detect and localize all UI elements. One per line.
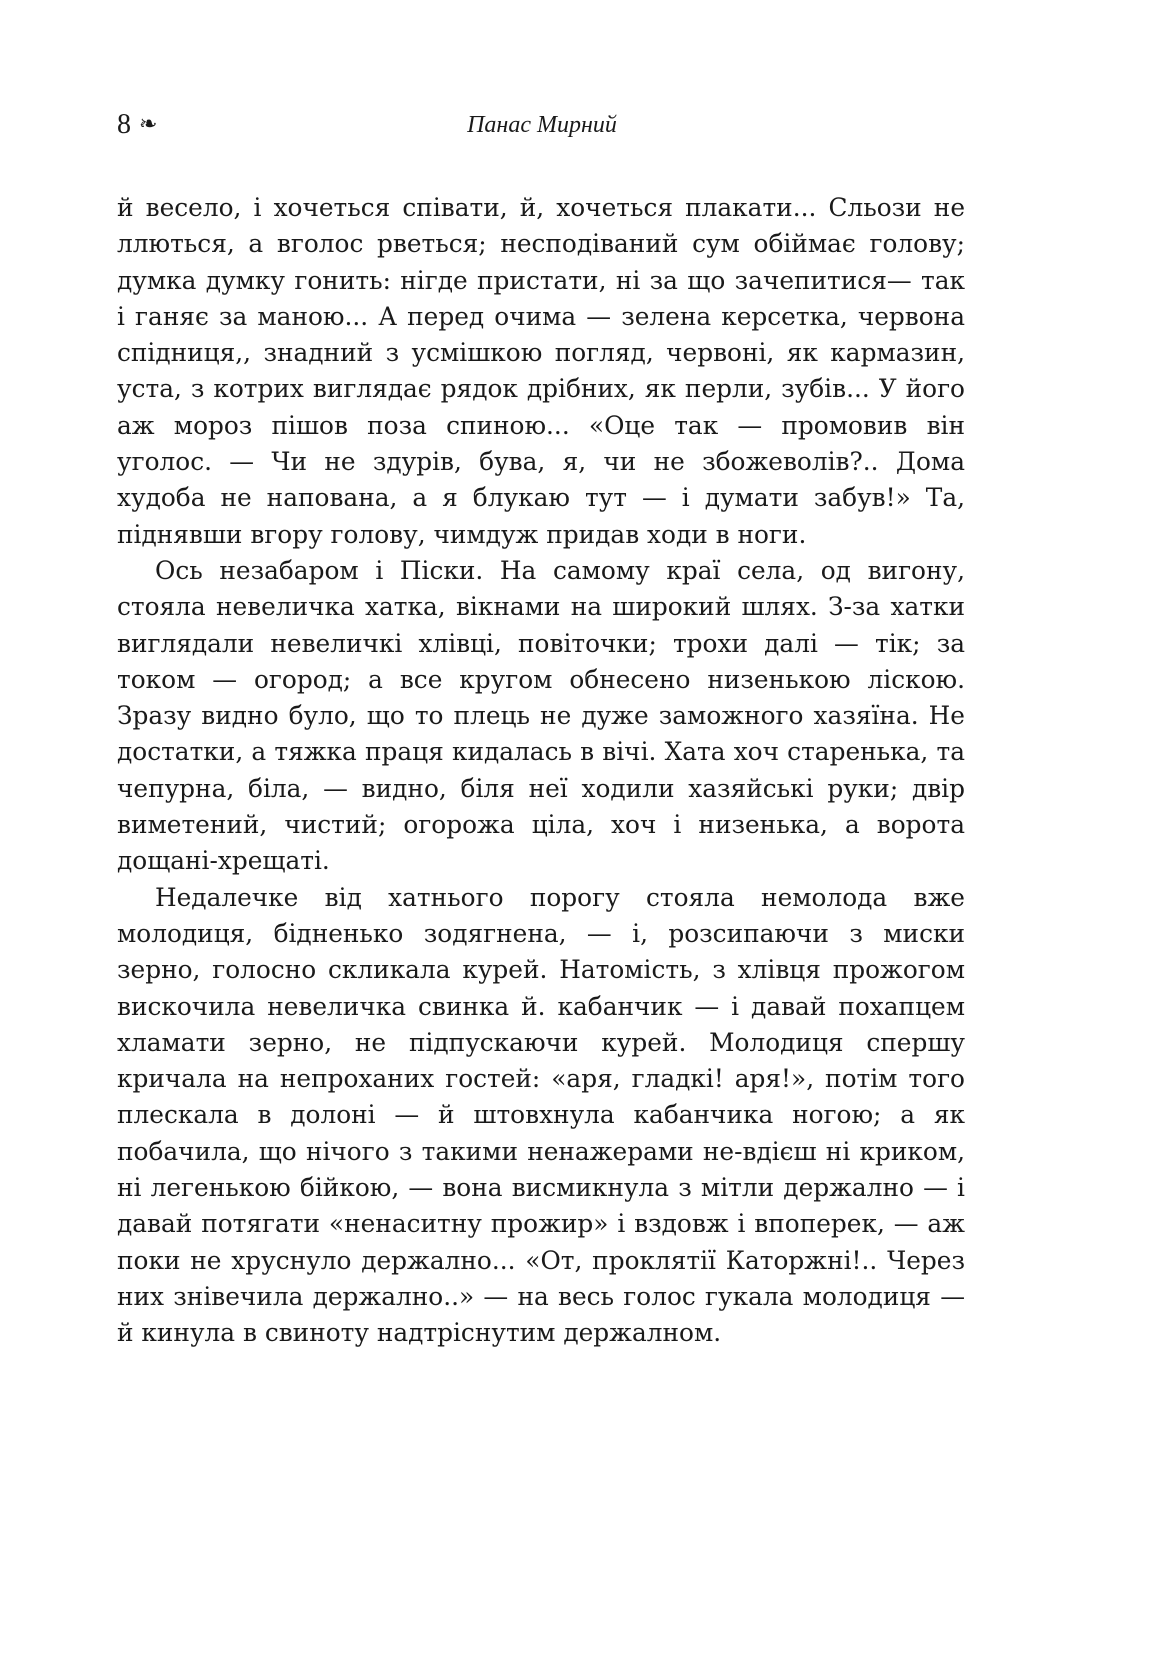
paragraph: Ось незабаром і Піски. На самому краї села, од вигону, стояла невеличка хатка, вікнами на широкий шлях. З-за хатки виглядали невеличкі хлівці, повіточки; трохи далі — тік; за током — огород; а все кругом обнесено низенькою ліскою. Зразу видно було, що то плець не дуже заможного хазяїна. Не достатки, а тяжка праця кидалась в вічі. Хата хоч старенька, та чепурна, біла, — видно, біля неї ходили хазяйські руки; двір виметений, чистий; огорожа ціла, хоч і низенька, а ворота дощані-хрещаті. — [117, 555, 965, 876]
paragraph: й весело, і хочеться співати, й, хочеться плакати... Сльози не ллються, а вголос рветься; несподіваний сум обіймає голову; думка думку гонить: нігде пристати, ні за що зачепитися— так і ганяє за маною... А перед очима — зелена керсетка, червона спідниця,, знадний з усмішкою погляд, червоні, як кармазин, уста, з котрих виглядає рядок дрібних, як перли, зубів... У його аж мороз пішов поза спиною... «Оце так — промовив він уголос. — Чи не здурів, бува, я, чи не збожеволів?.. Дома худоба не напована, а я блукаю тут — і думати забув!» Та, піднявши вгору голову, чимдуж придав ходи в ноги. — [117, 193, 965, 549]
body-text — [117, 190, 965, 1352]
running-title: Панас Мирний — [467, 112, 617, 138]
fleuron-icon: ❧ — [139, 112, 158, 137]
paragraph: Недалечке від хатнього порогу стояла немолода вже молодиця, бідненько зодягнена, — і, розсипаючи з миски зерно, голосно скликала курей. Натомість, з хлівця прожогом вискочила невеличка свинка й. кабанчик — і давай похапцем хламати зерно, не підпускаючи курей. Молодиця спершу кричала на непроханих гостей: «аря, гладкі! аря!», потім того плескала в долоні — й штовхнула кабанчика ногою; а як побачила, що нічого з такими ненажерами не-вдієш ні криком, ні легенькою бійкою, — вона висмикнула з мітли держално — і давай потягати «ненаситну прожир» і вздовж і впоперек, — аж поки не хруснуло держално... «От, проклятії Каторжні!.. Через них знівечила держално..» — на весь голос гукала молодиця — й кинула в свиноту надтріснутим держалном. — [117, 882, 965, 1348]
running-head — [117, 108, 967, 148]
page-number: 8 — [117, 109, 131, 140]
